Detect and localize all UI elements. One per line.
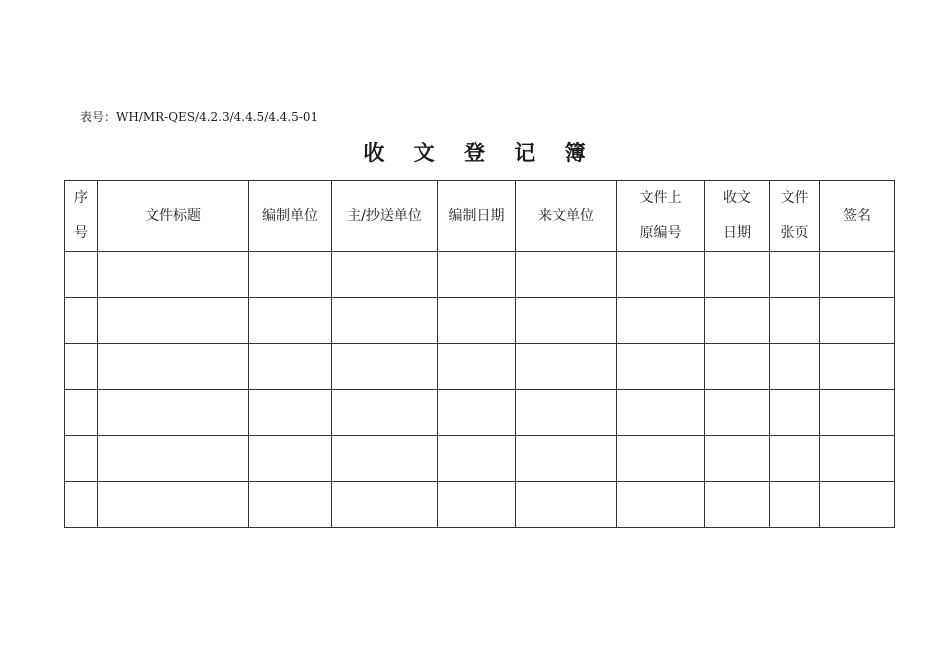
table-cell[interactable] xyxy=(249,390,332,436)
table-cell[interactable] xyxy=(705,298,770,344)
table-cell[interactable] xyxy=(705,482,770,528)
header-recipient-cc-unit: 主/抄送单位 xyxy=(332,181,438,252)
table-cell[interactable] xyxy=(516,298,617,344)
table-cell[interactable] xyxy=(438,298,516,344)
table-cell[interactable] xyxy=(332,390,438,436)
table-cell[interactable] xyxy=(65,436,98,482)
table-cell[interactable] xyxy=(770,482,820,528)
table-cell[interactable] xyxy=(617,298,705,344)
register-table xyxy=(64,180,895,528)
table-cell[interactable] xyxy=(820,482,895,528)
table-cell[interactable] xyxy=(820,436,895,482)
table-row xyxy=(65,390,895,436)
table-cell[interactable] xyxy=(98,390,249,436)
header-signature: 签名 xyxy=(820,181,895,252)
document-title: 收 文 登 记 簿 xyxy=(363,141,597,165)
header-compiling-unit: 编制单位 xyxy=(249,181,332,252)
table-cell[interactable] xyxy=(705,436,770,482)
table-cell[interactable] xyxy=(249,436,332,482)
table-cell[interactable] xyxy=(705,344,770,390)
table-cell[interactable] xyxy=(516,436,617,482)
header-serial-number: 序 号 xyxy=(65,181,98,252)
table-cell[interactable] xyxy=(332,344,438,390)
table-row xyxy=(65,344,895,390)
header-document-title: 文件标题 xyxy=(98,181,249,252)
header-sender-unit: 来文单位 xyxy=(516,181,617,252)
table-cell[interactable] xyxy=(65,298,98,344)
table-cell[interactable] xyxy=(249,344,332,390)
table-cell[interactable] xyxy=(438,252,516,298)
table-cell[interactable] xyxy=(332,298,438,344)
table-cell[interactable] xyxy=(617,436,705,482)
table-cell[interactable] xyxy=(770,436,820,482)
table-cell[interactable] xyxy=(249,252,332,298)
form-number: 表号：WH/MR-QES/4.2.3/4.4.5/4.4.5-01 xyxy=(80,110,319,124)
table-cell[interactable] xyxy=(65,390,98,436)
table-cell[interactable] xyxy=(820,390,895,436)
header-compiling-date: 编制日期 xyxy=(438,181,516,252)
header-page-count: 文件 张页 xyxy=(770,181,820,252)
table-cell[interactable] xyxy=(98,436,249,482)
table-cell[interactable] xyxy=(332,252,438,298)
table-cell[interactable] xyxy=(516,482,617,528)
table-row xyxy=(65,436,895,482)
table-cell[interactable] xyxy=(249,298,332,344)
table-row xyxy=(65,482,895,528)
table-cell[interactable] xyxy=(617,344,705,390)
table-cell[interactable] xyxy=(249,482,332,528)
header-original-number: 文件上 原编号 xyxy=(617,181,705,252)
table-cell[interactable] xyxy=(770,252,820,298)
table-row xyxy=(65,252,895,298)
table-cell[interactable] xyxy=(438,436,516,482)
header-receipt-date: 收文 日期 xyxy=(705,181,770,252)
table-cell[interactable] xyxy=(438,390,516,436)
table-cell[interactable] xyxy=(98,482,249,528)
table-cell[interactable] xyxy=(705,252,770,298)
table-cell[interactable] xyxy=(65,252,98,298)
table-cell[interactable] xyxy=(770,298,820,344)
table-cell[interactable] xyxy=(516,344,617,390)
table-cell[interactable] xyxy=(98,298,249,344)
table-cell[interactable] xyxy=(617,482,705,528)
table-cell[interactable] xyxy=(516,390,617,436)
table-cell[interactable] xyxy=(98,344,249,390)
table-cell[interactable] xyxy=(516,252,617,298)
table-cell[interactable] xyxy=(770,344,820,390)
table-cell[interactable] xyxy=(820,252,895,298)
table-cell[interactable] xyxy=(705,390,770,436)
header-row xyxy=(65,181,895,252)
table-cell[interactable] xyxy=(438,482,516,528)
table-cell[interactable] xyxy=(332,482,438,528)
table-cell[interactable] xyxy=(332,436,438,482)
table-cell[interactable] xyxy=(98,252,249,298)
table-cell[interactable] xyxy=(617,252,705,298)
table-cell[interactable] xyxy=(617,390,705,436)
table-cell[interactable] xyxy=(65,344,98,390)
table-cell[interactable] xyxy=(65,482,98,528)
table-cell[interactable] xyxy=(820,344,895,390)
table-cell[interactable] xyxy=(820,298,895,344)
table-cell[interactable] xyxy=(438,344,516,390)
table-cell[interactable] xyxy=(770,390,820,436)
table-row xyxy=(65,298,895,344)
